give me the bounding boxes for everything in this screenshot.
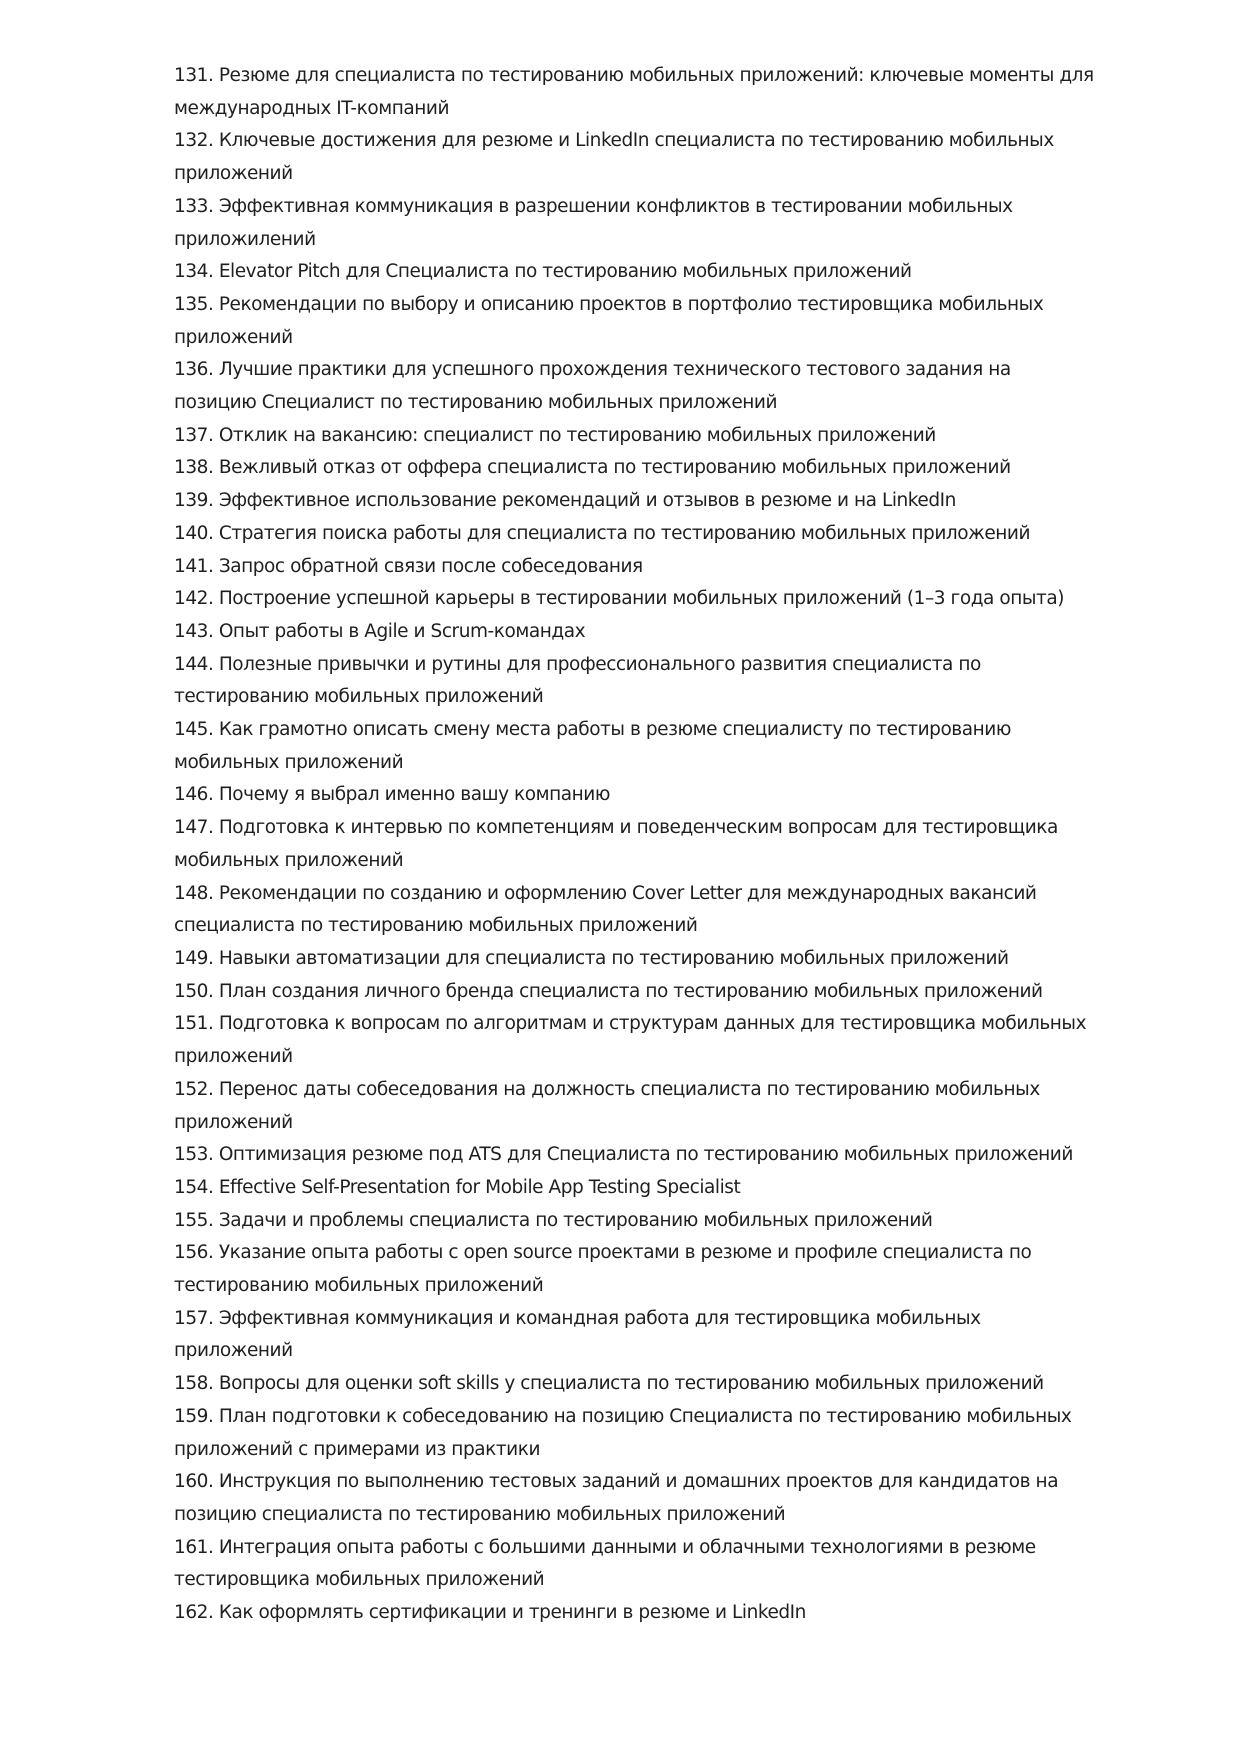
list-item: 135. Рекомендации по выбору и описанию проектов в портфолио тестировщика мобильных приложений [174,293,1044,348]
list-item: 159. План подготовки к собеседованию на позицию Специалиста по тестированию мобильных приложений с примерами из практики [174,1405,1072,1460]
list-item: 152. Перенос даты собеседования на должность специалиста по тестированию мобильных приложений [174,1078,1040,1133]
list-item: 136. Лучшие практики для успешного прохождения технического тестового задания на позицию Специалист по тестированию мобильных приложений [174,359,1011,414]
list-item: 149. Навыки автоматизации для специалиста по тестированию мобильных приложений [174,947,1009,969]
list-item: 134. Elevator Pitch для Специалиста по тестированию мобильных приложений [174,261,912,283]
list-item: 160. Инструкция по выполнению тестовых заданий и домашних проектов для кандидатов на позицию специалиста по тестированию мобильных приложений [174,1471,1059,1525]
list-item: 155. Задачи и проблемы специалиста по тестированию мобильных приложений [174,1209,933,1231]
list-item: 161. Интеграция опыта работы с большими данными и облачными технологиями в резюме тестировщика мобильных приложений [174,1536,1036,1591]
list-item: 156. Указание опыта работы с open source проектами в резюме и профиле специалиста по тестированию мобильных приложений [174,1242,1032,1297]
list-item: 145. Как грамотно описать смену места работы в резюме специалисту по тестированию мобильных приложений [174,719,1011,773]
list-item: 146. Почему я выбрал именно вашу компанию [174,784,610,806]
list-item: 137. Отклик на вакансию: специалист по тестированию мобильных приложений [174,424,936,446]
list-item: 147. Подготовка к интервью по компетенциям и поведенческим вопросам для тестировщика мобильных приложений [174,817,1058,871]
list-item: 139. Эффективное использование рекомендаций и отзывов в резюме и на LinkedIn [174,490,956,512]
list-item: 133. Эффективная коммуникация в разрешении конфликтов в тестировании мобильных приложилений [174,195,1013,250]
list-item: 148. Рекомендации по созданию и оформлению Cover Letter для международных вакансий специалиста по тестированию мобильных приложений [174,882,1037,937]
list-item: 153. Оптимизация резюме под ATS для Специалиста по тестированию мобильных приложений [174,1144,1073,1166]
article-list [174,60,1094,1630]
list-item: 157. Эффективная коммуникация и командная работа для тестировщика мобильных приложений [174,1307,981,1362]
list-item: 151. Подготовка к вопросам по алгоритмам и структурам данных для тестировщика мобильных приложений [174,1013,1087,1068]
list-item: 138. Вежливый отказ от оффера специалиста по тестированию мобильных приложений [174,457,1011,479]
list-item: 131. Резюме для специалиста по тестированию мобильных приложений: ключевые моменты для международных IT-компаний [174,65,1094,119]
list-item: 143. Опыт работы в Agile и Scrum-командах [174,620,586,642]
document-page [174,60,1094,1630]
list-item: 162. Как оформлять сертификации и тренинги в резюме и LinkedIn [174,1602,806,1624]
list-item: 140. Стратегия поиска работы для специалиста по тестированию мобильных приложений [174,522,1031,544]
list-item: 154. Effective Self-Presentation for Mobile App Testing Specialist [174,1176,741,1198]
list-item: 144. Полезные привычки и рутины для профессионального развития специалиста по тестированию мобильных приложений [174,653,981,708]
list-item: 141. Запрос обратной связи после собеседования [174,555,643,577]
list-item: 132. Ключевые достижения для резюме и LinkedIn специалиста по тестированию мобильных приложений [174,130,1054,185]
list-item: 142. Построение успешной карьеры в тестировании мобильных приложений (1–3 года опыта) [174,588,1065,610]
list-item: 150. План создания личного бренда специалиста по тестированию мобильных приложений [174,980,1043,1002]
list-item: 158. Вопросы для оценки soft skills у специалиста по тестированию мобильных приложений [174,1373,1044,1395]
